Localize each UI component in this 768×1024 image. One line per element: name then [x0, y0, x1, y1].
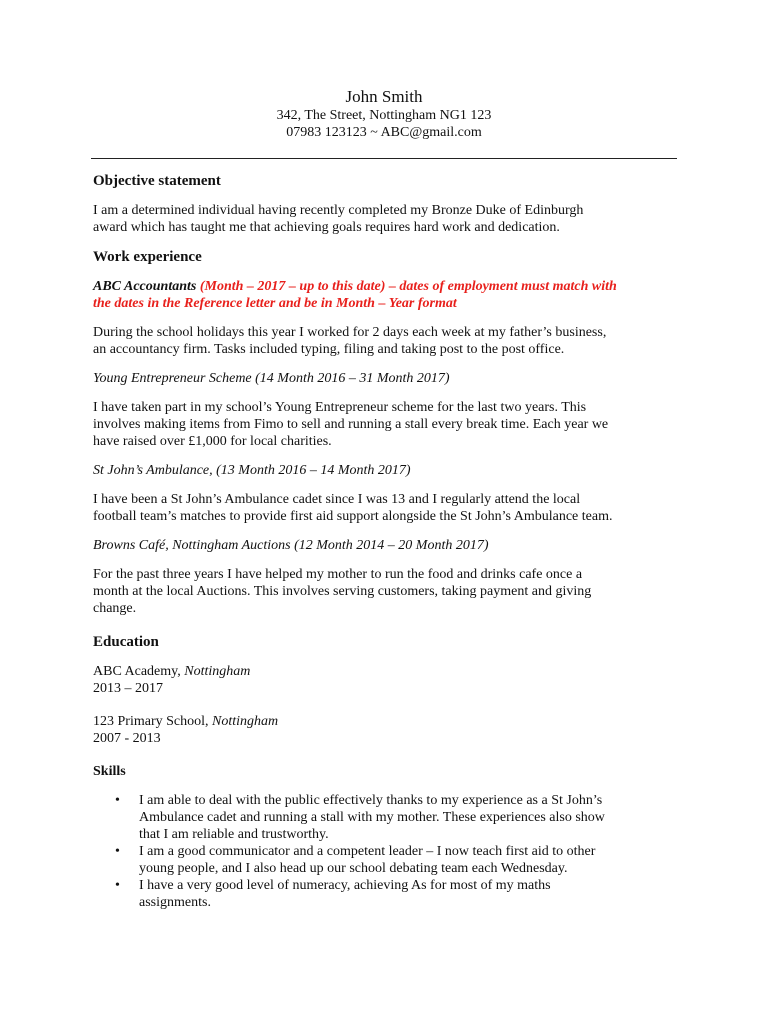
job1-description — [93, 324, 683, 358]
job1-title: ABC Accountants — [93, 279, 197, 294]
skill-line: I have a very good level of numeracy, achieving As for most of my maths — [139, 878, 551, 893]
skill-line: young people, and I also head up our school debating team each Wednesday. — [139, 861, 568, 876]
job2-title: Young Entrepreneur Scheme (14 Month 2016 – 31 Month 2017) — [93, 371, 450, 386]
cv-header — [0, 87, 768, 141]
job1-desc-line: During the school holidays this year I worked for 2 days each week at my father’s business, — [93, 325, 607, 340]
skill-line: I am able to deal with the public effectively thanks to my experience as a St John’s — [139, 793, 603, 808]
job2-description — [93, 399, 683, 450]
job2-desc-line: have raised over £1,000 for local charities. — [93, 434, 332, 449]
job3-desc-line: I have been a St John’s Ambulance cadet since I was 13 and I regularly attend the local — [93, 492, 581, 507]
skill-line: Ambulance cadet and running a stall with my mother. These experiences also show — [139, 810, 605, 825]
candidate-address: 342, The Street, Nottingham NG1 123 — [276, 108, 492, 123]
cv-body — [93, 172, 683, 911]
bullet-icon: • — [115, 878, 120, 893]
job1-note: the dates in the Reference letter and be in Month – Year format — [93, 296, 457, 311]
job3-desc-line: football team’s matches to provide first aid support alongside the St John’s Ambulance team. — [93, 509, 613, 524]
list-item — [93, 792, 683, 843]
school2-place: Nottingham — [212, 714, 279, 729]
list-item — [93, 877, 683, 911]
candidate-contact: 07983 123123 ~ ABC@gmail.com — [286, 125, 482, 140]
school2-years: 2007 - 2013 — [93, 731, 161, 746]
bullet-icon: • — [115, 793, 120, 808]
education-heading: Education — [93, 634, 159, 650]
job2-desc-line: involves making items from Fimo to sell and running a stall every break time. Each year we — [93, 417, 609, 432]
job4-desc-line: For the past three years I have helped my mother to run the food and drinks cafe once a — [93, 567, 583, 582]
job2-desc-line: I have taken part in my school’s Young Entrepreneur scheme for the last two years. This — [93, 400, 587, 415]
candidate-name: John Smith — [345, 87, 423, 106]
skill-line: I am a good communicator and a competent leader – I now teach first aid to other — [139, 844, 596, 859]
skill-line: assignments. — [139, 895, 211, 910]
job1-desc-line: an accountancy firm. Tasks included typing, filing and taking post to the post office. — [93, 342, 565, 357]
job4-title: Browns Café, Nottingham Auctions (12 Month 2014 – 20 Month 2017) — [93, 538, 489, 553]
skills-heading: Skills — [93, 764, 126, 779]
objective-line: I am a determined individual having recently completed my Bronze Duke of Edinburgh — [93, 203, 584, 218]
job3-title: St John’s Ambulance, (13 Month 2016 – 14 Month 2017) — [93, 463, 411, 478]
bullet-icon: • — [115, 844, 120, 859]
school2-name: 123 Primary School, — [93, 714, 212, 729]
education-school2 — [93, 713, 683, 747]
job4-desc-line: month at the local Auctions. This involves serving customers, taking payment and giving — [93, 584, 592, 599]
school1-place: Nottingham — [184, 664, 251, 679]
list-item — [93, 843, 683, 877]
objective-line: award which has taught me that achieving goals requires hard work and dedication. — [93, 220, 560, 235]
skills-list — [93, 792, 683, 911]
school1-name: ABC Academy, — [93, 664, 185, 679]
job4-description — [93, 566, 683, 617]
work-heading: Work experience — [93, 249, 202, 265]
objective-text — [93, 202, 683, 236]
job3-description — [93, 491, 683, 525]
skill-line: that I am reliable and trustworthy. — [139, 827, 329, 842]
header-divider — [91, 158, 677, 159]
job1-note: (Month – 2017 – up to this date) – dates of employment must match with — [199, 279, 617, 294]
education-school1 — [93, 663, 683, 697]
school1-years: 2013 – 2017 — [93, 681, 163, 696]
job4-desc-line: change. — [93, 601, 137, 616]
objective-heading: Objective statement — [93, 173, 221, 189]
job1-header — [93, 278, 683, 312]
